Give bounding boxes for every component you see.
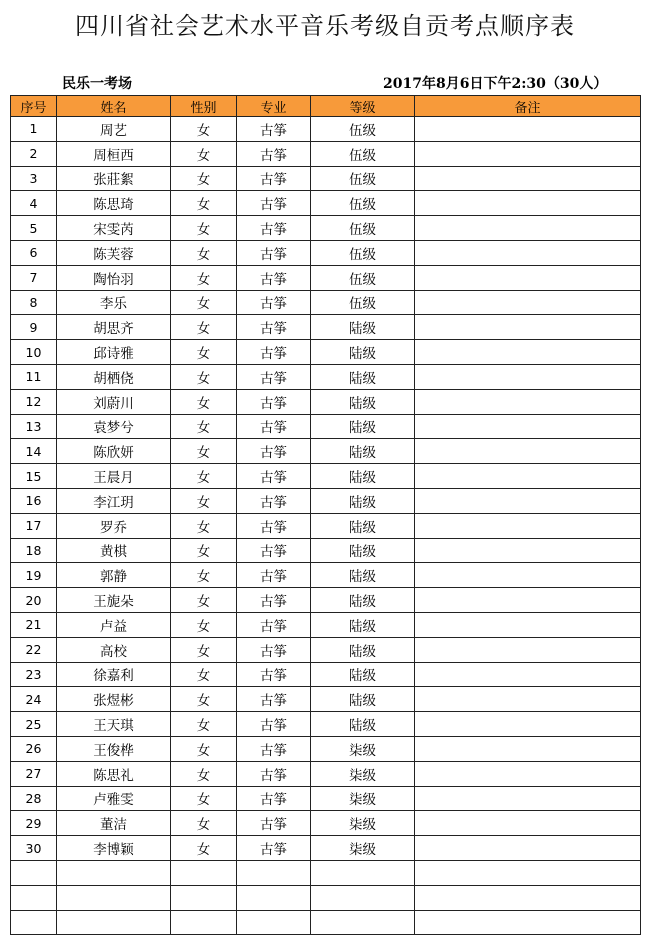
cell-name: 罗乔 [57, 513, 171, 538]
cell-name: 宋雯芮 [57, 216, 171, 241]
cell-note [415, 364, 641, 389]
cell-gender: 女 [171, 836, 237, 861]
cell-number: 29 [11, 811, 57, 836]
cell-gender: 女 [171, 811, 237, 836]
table-row [11, 662, 641, 687]
cell-name [57, 860, 171, 885]
cell-major: 古筝 [237, 389, 311, 414]
cell-note [415, 340, 641, 365]
cell-level: 陆级 [311, 315, 415, 340]
cell-major: 古筝 [237, 563, 311, 588]
cell-major: 古筝 [237, 191, 311, 216]
table-row [11, 712, 641, 737]
cell-name [57, 910, 171, 935]
cell-level: 陆级 [311, 464, 415, 489]
cell-gender: 女 [171, 563, 237, 588]
table-row [11, 290, 641, 315]
table-row [11, 860, 641, 885]
cell-gender: 女 [171, 290, 237, 315]
cell-level: 陆级 [311, 488, 415, 513]
cell-number: 28 [11, 786, 57, 811]
cell-gender: 女 [171, 166, 237, 191]
cell-note [415, 439, 641, 464]
table-row [11, 141, 641, 166]
cell-major: 古筝 [237, 513, 311, 538]
cell-name: 王晨月 [57, 464, 171, 489]
table-row [11, 513, 641, 538]
cell-gender: 女 [171, 364, 237, 389]
cell-level: 陆级 [311, 340, 415, 365]
cell-note [415, 761, 641, 786]
cell-note [415, 389, 641, 414]
table-row [11, 340, 641, 365]
cell-level: 伍级 [311, 191, 415, 216]
cell-number: 1 [11, 117, 57, 142]
table-row [11, 811, 641, 836]
cell-note [415, 166, 641, 191]
cell-note [415, 588, 641, 613]
cell-name: 卢益 [57, 612, 171, 637]
cell-gender: 女 [171, 265, 237, 290]
cell-note [415, 687, 641, 712]
cell-major [237, 885, 311, 910]
cell-gender [171, 910, 237, 935]
cell-note [415, 637, 641, 662]
cell-name: 李江玥 [57, 488, 171, 513]
cell-level: 陆级 [311, 637, 415, 662]
table-row [11, 736, 641, 761]
cell-name: 李博颖 [57, 836, 171, 861]
header-row [11, 96, 641, 117]
cell-number: 12 [11, 389, 57, 414]
cell-level: 伍级 [311, 265, 415, 290]
cell-number: 24 [11, 687, 57, 712]
cell-name: 胡思齐 [57, 315, 171, 340]
cell-name: 董洁 [57, 811, 171, 836]
cell-level: 伍级 [311, 117, 415, 142]
cell-level [311, 885, 415, 910]
cell-note [415, 538, 641, 563]
cell-note [415, 612, 641, 637]
column-header-number: 序号 [11, 96, 57, 117]
cell-major: 古筝 [237, 786, 311, 811]
cell-number: 9 [11, 315, 57, 340]
cell-name: 郭静 [57, 563, 171, 588]
cell-number [11, 885, 57, 910]
cell-note [415, 811, 641, 836]
cell-note [415, 290, 641, 315]
cell-note [415, 885, 641, 910]
table-row [11, 612, 641, 637]
cell-major: 古筝 [237, 637, 311, 662]
cell-level [311, 860, 415, 885]
cell-major: 古筝 [237, 216, 311, 241]
cell-level: 陆级 [311, 563, 415, 588]
cell-major [237, 860, 311, 885]
cell-note [415, 216, 641, 241]
cell-major: 古筝 [237, 414, 311, 439]
cell-gender: 女 [171, 414, 237, 439]
cell-major: 古筝 [237, 439, 311, 464]
cell-number: 19 [11, 563, 57, 588]
cell-number: 18 [11, 538, 57, 563]
table-row [11, 216, 641, 241]
table-row [11, 538, 641, 563]
cell-number: 23 [11, 662, 57, 687]
table-row [11, 191, 641, 216]
table-row [11, 836, 641, 861]
cell-level: 陆级 [311, 389, 415, 414]
cell-gender: 女 [171, 637, 237, 662]
table-row [11, 364, 641, 389]
cell-number: 10 [11, 340, 57, 365]
cell-number: 27 [11, 761, 57, 786]
cell-name: 周桓西 [57, 141, 171, 166]
table-row [11, 488, 641, 513]
cell-number [11, 910, 57, 935]
cell-number [11, 860, 57, 885]
cell-gender: 女 [171, 488, 237, 513]
cell-number: 14 [11, 439, 57, 464]
cell-gender: 女 [171, 588, 237, 613]
cell-number: 8 [11, 290, 57, 315]
cell-level [311, 910, 415, 935]
cell-level: 陆级 [311, 364, 415, 389]
cell-number: 21 [11, 612, 57, 637]
cell-number: 15 [11, 464, 57, 489]
cell-gender: 女 [171, 117, 237, 142]
table-row [11, 786, 641, 811]
cell-note [415, 464, 641, 489]
cell-gender: 女 [171, 687, 237, 712]
cell-number: 17 [11, 513, 57, 538]
cell-note [415, 563, 641, 588]
cell-name: 徐嘉利 [57, 662, 171, 687]
cell-name: 周艺 [57, 117, 171, 142]
cell-level: 柒级 [311, 736, 415, 761]
cell-note [415, 141, 641, 166]
cell-gender: 女 [171, 340, 237, 365]
cell-major: 古筝 [237, 736, 311, 761]
cell-gender: 女 [171, 612, 237, 637]
cell-name: 卢雅雯 [57, 786, 171, 811]
cell-major: 古筝 [237, 315, 311, 340]
cell-gender: 女 [171, 439, 237, 464]
cell-note [415, 712, 641, 737]
cell-level: 柒级 [311, 836, 415, 861]
cell-major: 古筝 [237, 340, 311, 365]
table-row [11, 885, 641, 910]
cell-note [415, 662, 641, 687]
column-header-name: 姓名 [57, 96, 171, 117]
cell-name: 陈芙蓉 [57, 240, 171, 265]
cell-number: 25 [11, 712, 57, 737]
cell-gender: 女 [171, 712, 237, 737]
cell-note [415, 836, 641, 861]
cell-gender: 女 [171, 191, 237, 216]
cell-note [415, 736, 641, 761]
cell-level: 陆级 [311, 662, 415, 687]
cell-number: 11 [11, 364, 57, 389]
cell-number: 22 [11, 637, 57, 662]
cell-major: 古筝 [237, 364, 311, 389]
column-header-note: 备注 [415, 96, 641, 117]
table-row [11, 439, 641, 464]
table-row [11, 414, 641, 439]
cell-number: 4 [11, 191, 57, 216]
cell-note [415, 315, 641, 340]
cell-level: 陆级 [311, 588, 415, 613]
cell-number: 16 [11, 488, 57, 513]
cell-number: 6 [11, 240, 57, 265]
cell-major: 古筝 [237, 538, 311, 563]
cell-number: 3 [11, 166, 57, 191]
cell-gender: 女 [171, 389, 237, 414]
cell-major: 古筝 [237, 464, 311, 489]
cell-gender: 女 [171, 662, 237, 687]
cell-name: 刘蔚川 [57, 389, 171, 414]
cell-major: 古筝 [237, 712, 311, 737]
cell-level: 柒级 [311, 811, 415, 836]
cell-name: 李乐 [57, 290, 171, 315]
cell-level: 柒级 [311, 786, 415, 811]
cell-number: 5 [11, 216, 57, 241]
cell-major: 古筝 [237, 117, 311, 142]
cell-number: 13 [11, 414, 57, 439]
cell-gender: 女 [171, 315, 237, 340]
cell-name: 陶怡羽 [57, 265, 171, 290]
cell-level: 陆级 [311, 538, 415, 563]
cell-gender: 女 [171, 513, 237, 538]
cell-level: 陆级 [311, 712, 415, 737]
table-row [11, 910, 641, 935]
cell-number: 30 [11, 836, 57, 861]
cell-gender: 女 [171, 538, 237, 563]
cell-note [415, 117, 641, 142]
table-row [11, 389, 641, 414]
cell-note [415, 513, 641, 538]
cell-level: 陆级 [311, 439, 415, 464]
cell-major: 古筝 [237, 141, 311, 166]
cell-note [415, 786, 641, 811]
cell-gender: 女 [171, 736, 237, 761]
cell-note [415, 265, 641, 290]
column-header-gender: 性别 [171, 96, 237, 117]
cell-name: 张煜彬 [57, 687, 171, 712]
cell-major: 古筝 [237, 612, 311, 637]
table-row [11, 464, 641, 489]
cell-major: 古筝 [237, 488, 311, 513]
cell-major: 古筝 [237, 588, 311, 613]
cell-number: 20 [11, 588, 57, 613]
cell-note [415, 910, 641, 935]
table-row [11, 117, 641, 142]
cell-level: 伍级 [311, 216, 415, 241]
cell-major: 古筝 [237, 811, 311, 836]
cell-name: 袁梦兮 [57, 414, 171, 439]
table-row [11, 588, 641, 613]
cell-name: 王天琪 [57, 712, 171, 737]
table-row [11, 166, 641, 191]
cell-note [415, 860, 641, 885]
cell-gender: 女 [171, 240, 237, 265]
cell-level: 伍级 [311, 290, 415, 315]
cell-name: 胡栖侥 [57, 364, 171, 389]
cell-name: 邱诗雅 [57, 340, 171, 365]
table-row [11, 265, 641, 290]
column-header-major: 专业 [237, 96, 311, 117]
cell-name: 张莊絮 [57, 166, 171, 191]
cell-level: 伍级 [311, 141, 415, 166]
table-row [11, 637, 641, 662]
cell-level: 伍级 [311, 166, 415, 191]
cell-note [415, 488, 641, 513]
cell-level: 陆级 [311, 687, 415, 712]
cell-name: 陈思礼 [57, 761, 171, 786]
cell-gender: 女 [171, 786, 237, 811]
table-row [11, 563, 641, 588]
column-header-level: 等级 [311, 96, 415, 117]
cell-level: 柒级 [311, 761, 415, 786]
cell-number: 2 [11, 141, 57, 166]
cell-major: 古筝 [237, 265, 311, 290]
cell-major: 古筝 [237, 687, 311, 712]
cell-name: 王旎朵 [57, 588, 171, 613]
cell-major: 古筝 [237, 836, 311, 861]
cell-name [57, 885, 171, 910]
cell-note [415, 414, 641, 439]
cell-name: 王俊桦 [57, 736, 171, 761]
cell-major: 古筝 [237, 240, 311, 265]
page-title: 四川省社会艺术水平音乐考级自贡考点顺序表 [75, 12, 575, 40]
cell-gender: 女 [171, 141, 237, 166]
cell-name: 陈欣妍 [57, 439, 171, 464]
cell-level: 陆级 [311, 513, 415, 538]
cell-name: 黄棋 [57, 538, 171, 563]
table-row [11, 761, 641, 786]
cell-gender: 女 [171, 216, 237, 241]
cell-number: 7 [11, 265, 57, 290]
cell-major: 古筝 [237, 662, 311, 687]
cell-number: 26 [11, 736, 57, 761]
cell-name: 高校 [57, 637, 171, 662]
cell-level: 陆级 [311, 612, 415, 637]
table-row [11, 687, 641, 712]
cell-major [237, 910, 311, 935]
table-row [11, 240, 641, 265]
cell-note [415, 240, 641, 265]
cell-major: 古筝 [237, 290, 311, 315]
cell-major: 古筝 [237, 761, 311, 786]
cell-level: 伍级 [311, 240, 415, 265]
table-row [11, 315, 641, 340]
order-table [10, 95, 641, 935]
cell-major: 古筝 [237, 166, 311, 191]
cell-level: 陆级 [311, 414, 415, 439]
cell-gender: 女 [171, 761, 237, 786]
cell-name: 陈思琦 [57, 191, 171, 216]
exam-room-label: 民乐一考场 [62, 76, 132, 92]
cell-gender [171, 860, 237, 885]
cell-note [415, 191, 641, 216]
cell-gender: 女 [171, 464, 237, 489]
exam-datetime: 2017年8月6日下午2:30（30人） [383, 76, 608, 92]
cell-gender [171, 885, 237, 910]
